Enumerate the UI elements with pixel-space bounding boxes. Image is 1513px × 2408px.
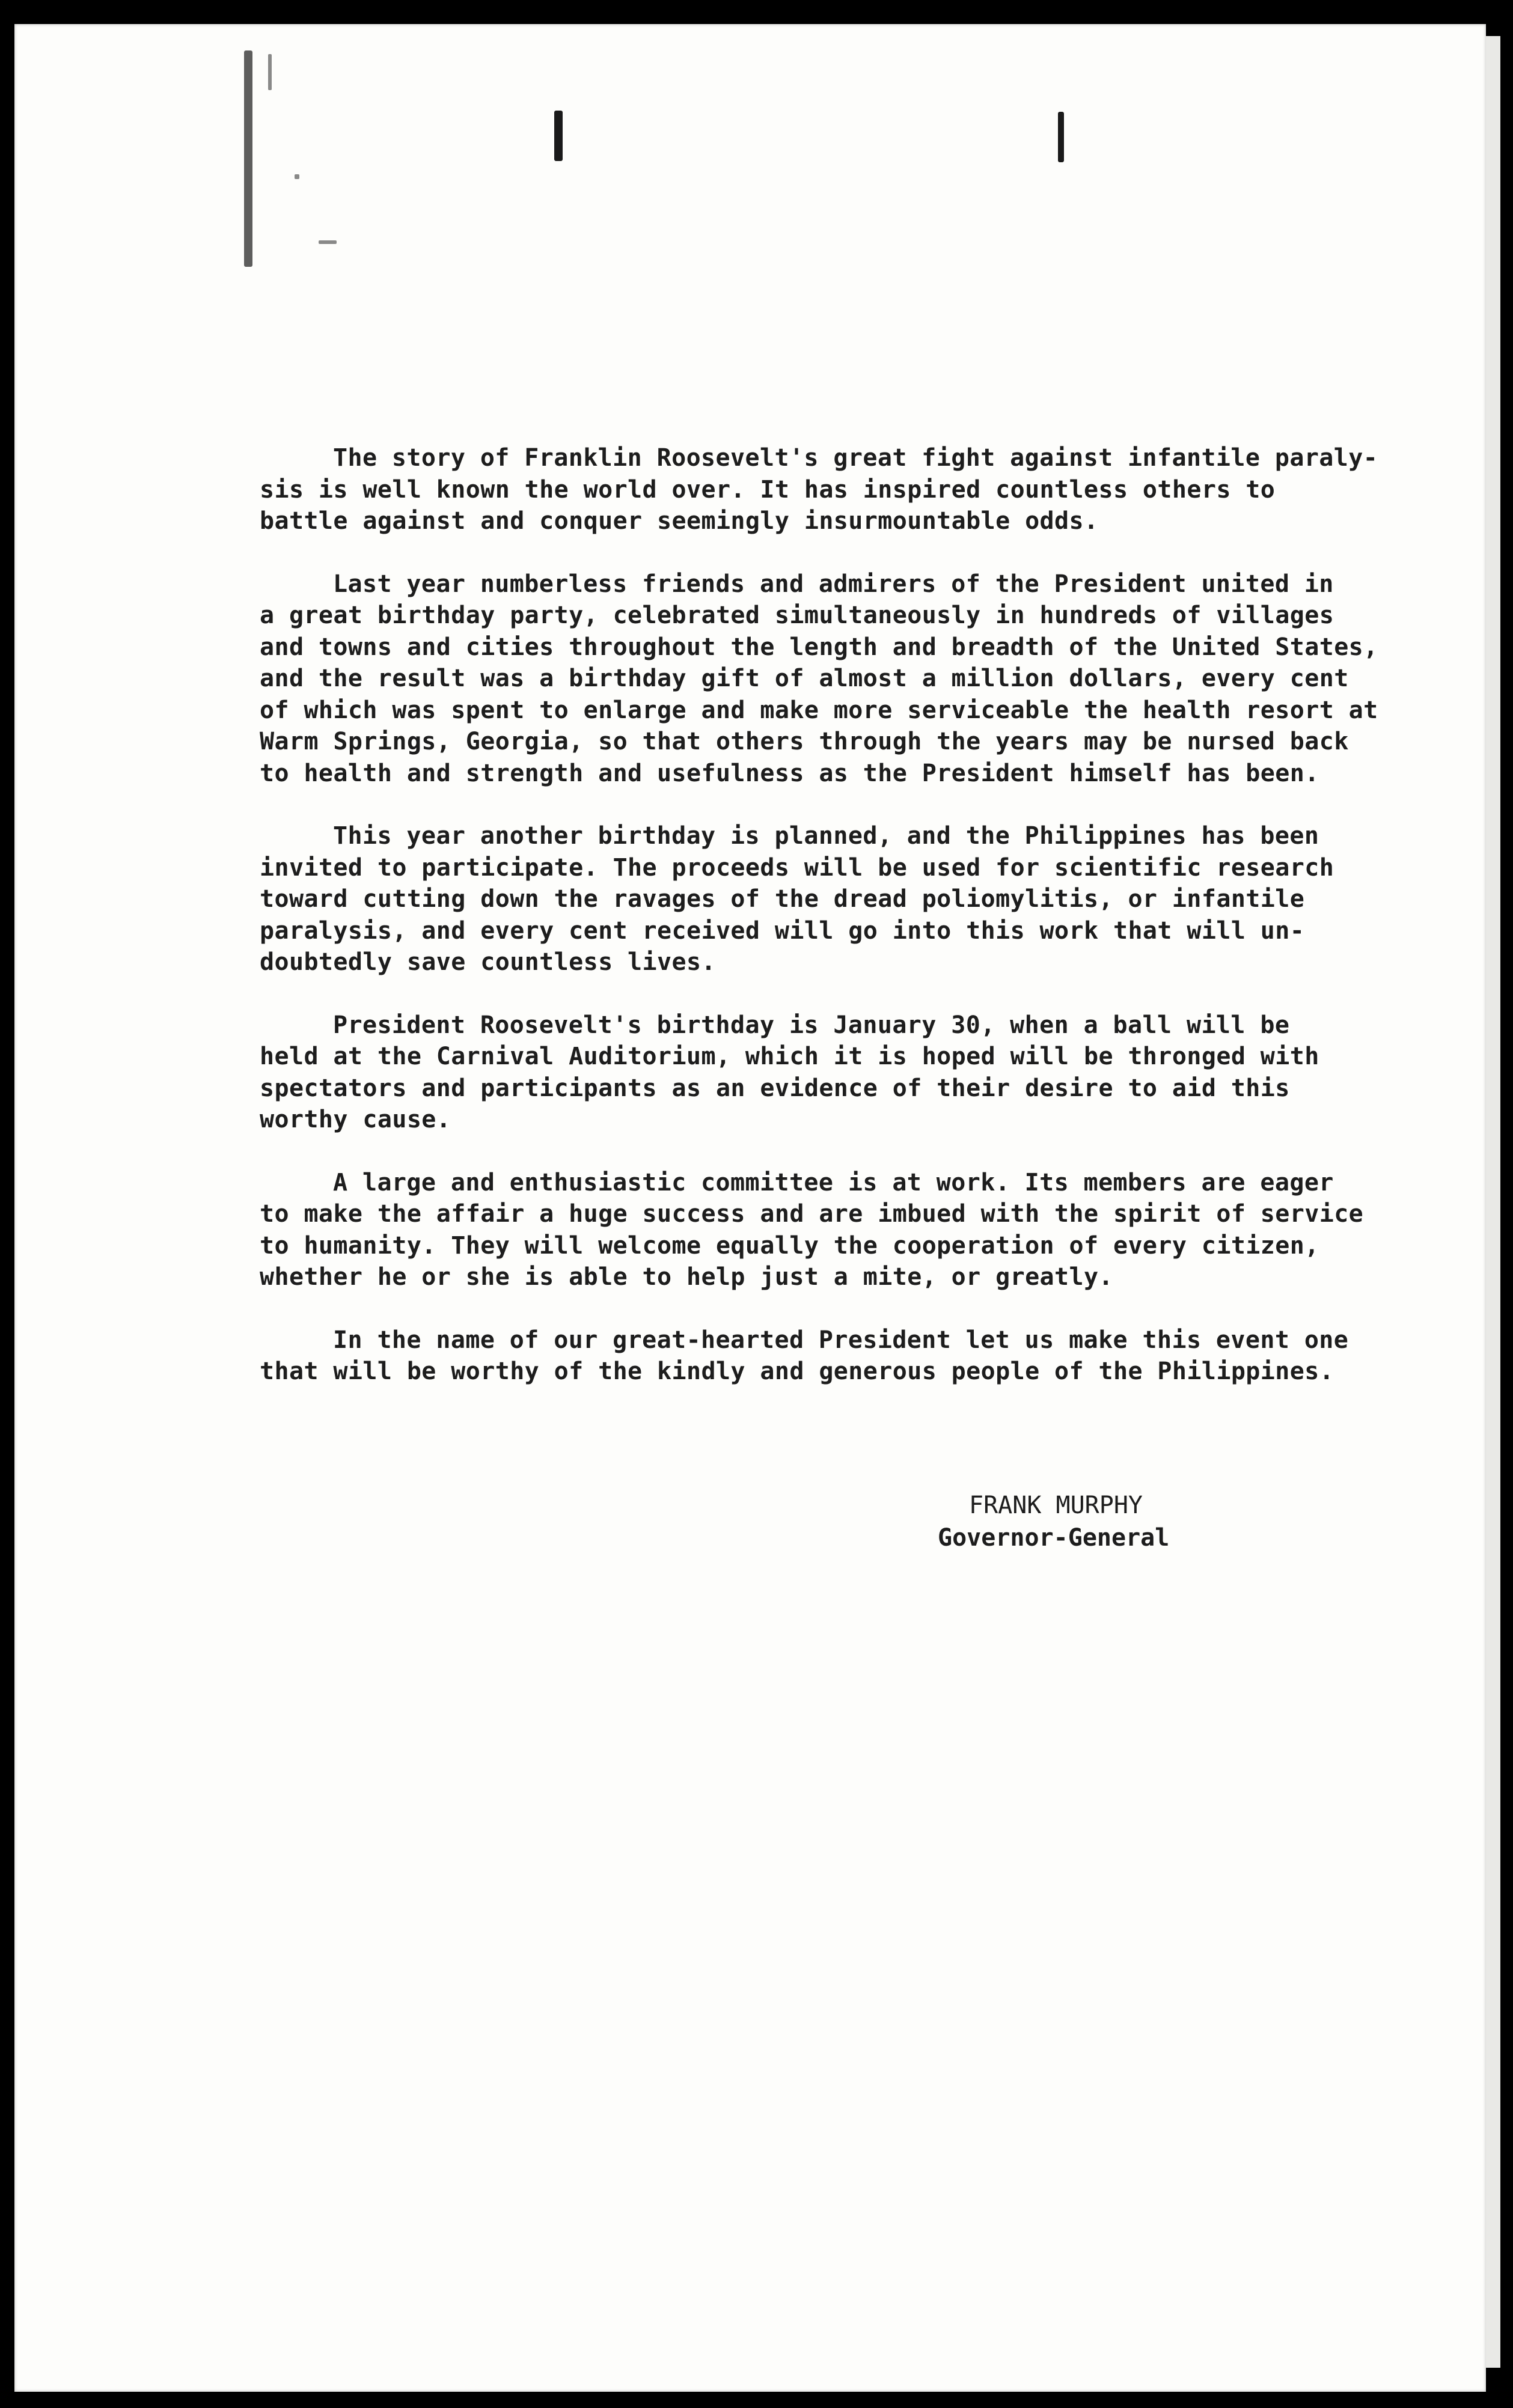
paragraph: In the name of our great-hearted President let us make this event one that will be worthy of the kindly and generous people of the Philippines. [260,1326,1349,1385]
paragraph: Last year numberless friends and admirers of the President united in a great birthday party, celebrated simultaneously in hundreds of villages and towns and cities throughout the length and breadth of the United States, and the result was a birthday gift of almost a million dollars, every cent of which was spent to enlarge and make more serviceable the health resort at Warm Springs, Georgia, so that others through the years may be nursed back to health and strength and usefulness as the President himself has been. [260,570,1378,787]
paragraph: The story of Franklin Roosevelt's great fight against infantile paraly- sis is well known the world over. It has inspired countless others to battle against and conquer seemingly insurmountable odds. [260,444,1378,535]
signature-block [938,1489,1169,1554]
binding-mark-center [554,111,563,161]
paragraph: This year another birthday is planned, and the Philippines has been invited to participate. The proceeds will be used for scientific research toward cutting down the ravages of the dread poliomylitis, or infantile paralysis, and every cent received will go into this work that will un- doubtedly save countless lives. [260,822,1334,976]
scan-smudge [295,174,299,179]
scan-smudge [319,240,337,244]
paragraph: President Roosevelt's birthday is January 30, when a ball will be held at the Carnival Auditorium, which it is hoped will be thronged with spectators and participants as an evidence of their desire to aid this worthy cause. [260,1011,1319,1133]
signature-title: Governor-General [938,1524,1170,1552]
signature-name: FRANK MURPHY [969,1492,1143,1519]
binding-mark-left [244,50,252,267]
scan-smudge [268,54,272,90]
letter-body [260,442,1423,1419]
binding-mark-right [1058,112,1064,162]
page-edge [1486,36,1500,2368]
paragraph: A large and enthusiastic committee is at work. Its members are eager to make the affair a huge success and are imbued with the spirit of service to humanity. They will welcome equally the cooperation of every citizen, whether he or she is able to help just a mite, or greatly. [260,1168,1364,1291]
